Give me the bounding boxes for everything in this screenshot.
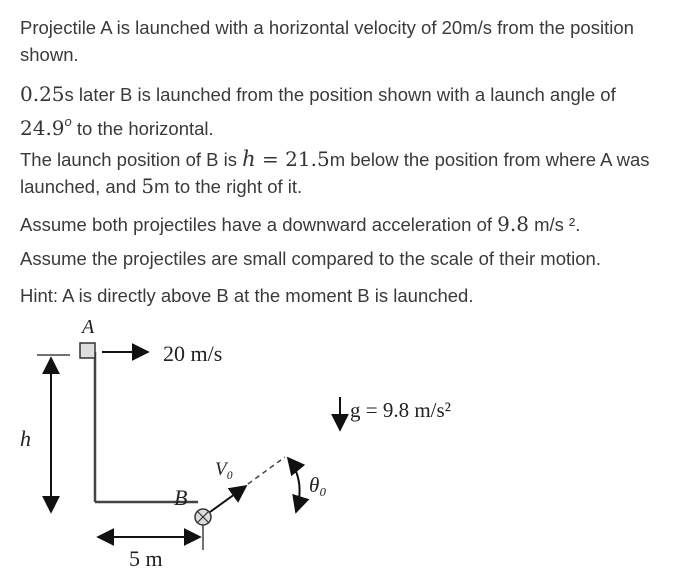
launch-angle-value: 24.9 [20,116,65,140]
ground-profile [95,352,198,502]
label-b: B [174,485,188,510]
launch-direction-dashed [248,457,285,484]
gravity-label: g = 9.8 m/s² [350,398,451,422]
problem-paragraph-3: The launch position of B is h = 21.5m below the position from where A was launched, and 5m to the right of it. [20,147,650,198]
h-label: h [20,426,31,451]
v0-label: V₀ [215,459,234,480]
projectile-a-box [80,343,95,358]
problem-paragraph-6: Hint: A is directly above B at the moment B is launched. [20,285,474,306]
offset-value: 5 [141,174,155,198]
v0-arrow [210,486,246,512]
problem-paragraph-4: Assume both projectiles have a downward acceleration of 9.8 m/s ². [20,212,581,236]
h-value: = 21.5 [255,147,330,171]
h-symbol: h [242,147,256,171]
g-value: 9.8 [497,212,529,236]
velocity-a-label: 20 m/s [163,341,223,366]
delay-value: 0.25 [20,82,65,106]
problem-paragraph-1: Projectile A is launched with a horizontal velocity of 20m/s from the position shown. [20,17,634,65]
theta-label: θ₀ [309,473,327,497]
label-a: A [82,316,95,338]
distance-label: 5 m [129,546,163,571]
problem-paragraph-2: 0.25s later B is launched from the position shown with a launch angle of 24.9$^o$ to the horizontal. [20,82,616,140]
problem-paragraph-5: Assume the projectiles are small compared to the scale of their motion. [20,248,601,269]
theta-arc [288,458,300,512]
